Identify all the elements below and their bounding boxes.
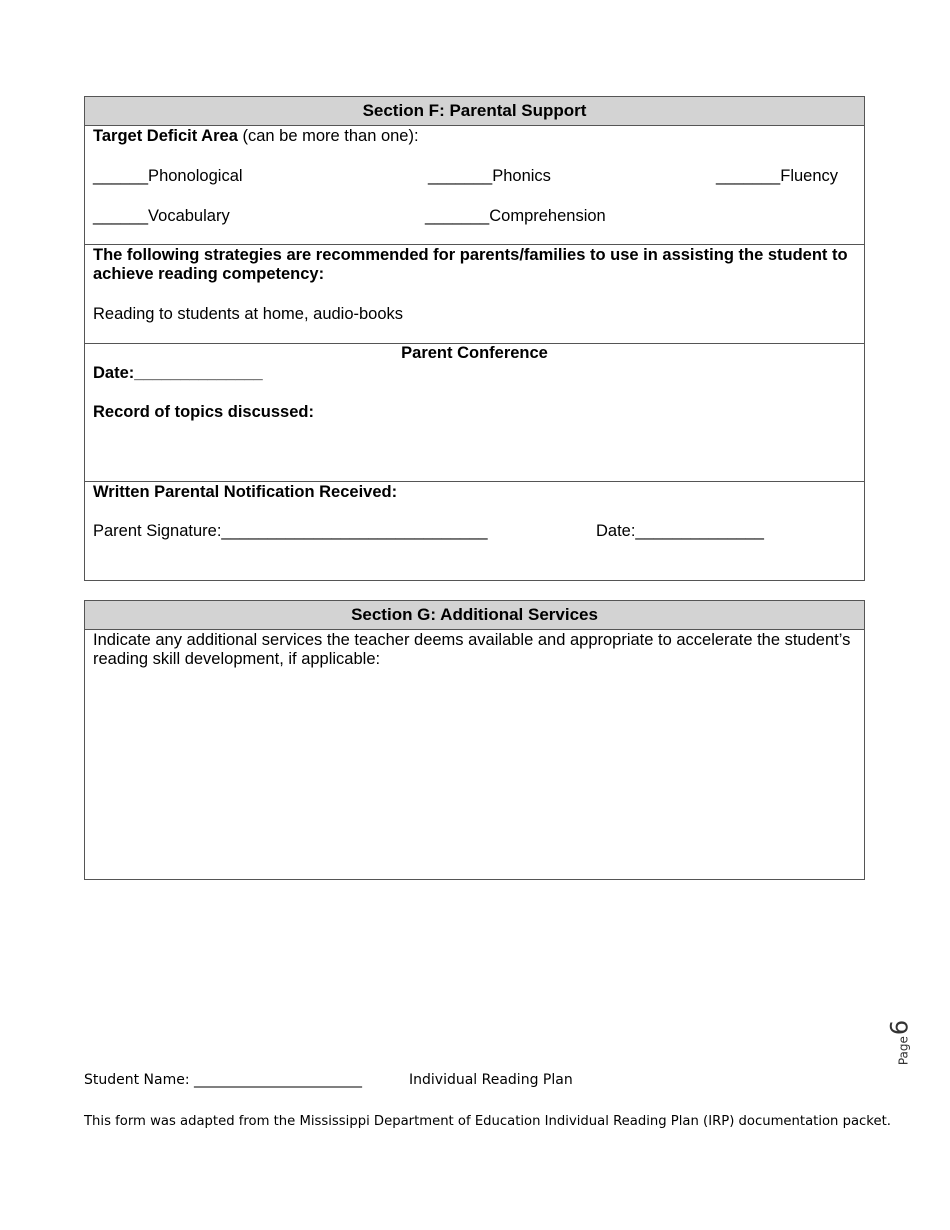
section-g-header: Section G: Additional Services [85,601,864,630]
target-deficit-note: (can be more than one): [237,127,419,145]
section-g-table [84,600,865,880]
source-note: This form was adapted from the Mississippi Department of Education Individual Reading Plan (IRP) documentation packet. [84,1114,891,1129]
page-number-value: 6 [885,1019,914,1036]
target-deficit-label: Target Deficit Area [93,127,238,145]
strategies-text: Reading to students at home, audio-books [93,305,404,323]
option-fluency[interactable]: _______Fluency [716,167,839,185]
option-phonics[interactable]: _______Phonics [428,167,551,185]
topics-label: Record of topics discussed: [93,403,314,421]
signature-date[interactable]: Date:______________ [596,522,764,540]
conference-row [85,344,864,482]
additional-services-row[interactable] [85,630,864,879]
additional-services-instructions: Indicate any additional services the teacher deems available and appropriate to accelerate the student’s reading skill development, if applicable: [93,631,851,668]
plan-title: Individual Reading Plan [409,1072,573,1088]
conference-title: Parent Conference [401,344,548,362]
strategies-row [85,245,864,344]
target-deficit-line [93,127,419,146]
option-vocabulary[interactable]: ______Vocabulary [93,207,230,225]
section-f-table [84,96,865,581]
page-number [885,1019,941,1066]
target-deficit-row [85,126,864,245]
option-phonological[interactable]: ______Phonological [93,167,243,185]
parent-signature[interactable]: Parent Signature:_____________________________ [93,522,488,540]
notification-row [85,482,864,581]
strategies-heading: The following strategies are recommended for parents/families to use in assisting the student to achieve reading competency: [93,246,848,283]
option-comprehension[interactable]: _______Comprehension [425,207,606,225]
section-f-header: Section F: Parental Support [85,97,864,126]
page-word: Page [896,1036,911,1066]
notification-label: Written Parental Notification Received: [93,483,398,501]
student-name-field[interactable]: Student Name: ________________________ [84,1072,363,1088]
conference-date[interactable]: Date:______________ [93,364,263,382]
